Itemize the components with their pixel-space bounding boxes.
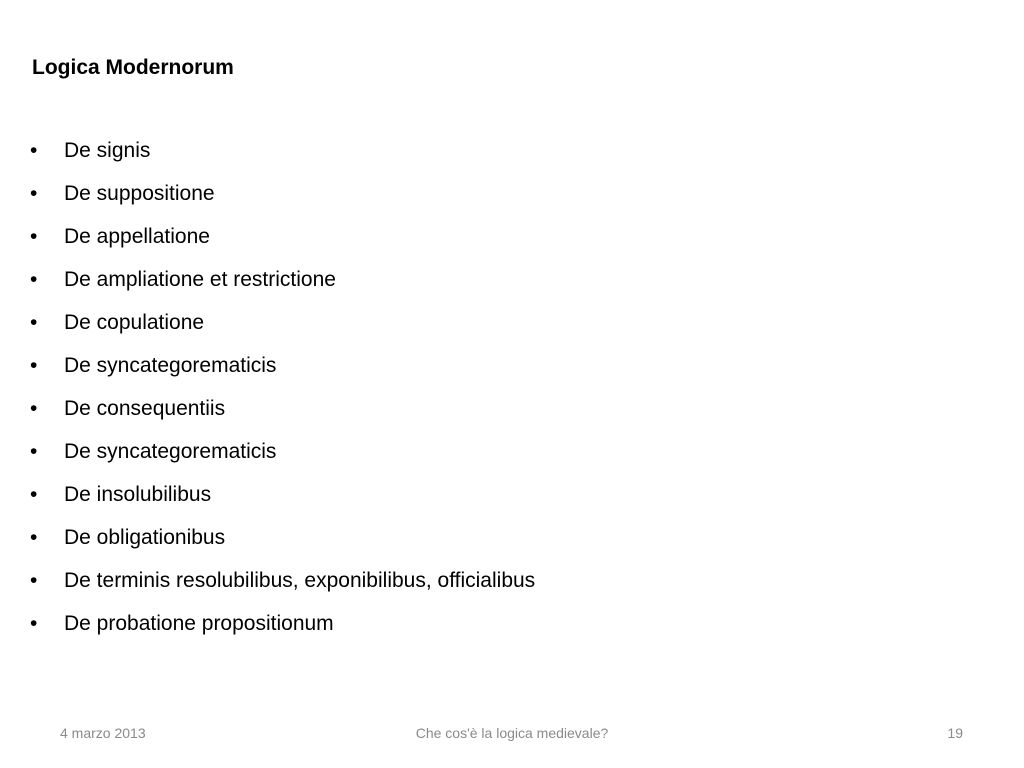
page-number: 19 bbox=[947, 725, 963, 741]
list-item-text: De consequentiis bbox=[64, 397, 226, 420]
bullet-icon: • bbox=[30, 311, 38, 334]
slide-footer bbox=[0, 722, 1024, 744]
list-item-text: De insolubilibus bbox=[64, 483, 212, 506]
bullet-icon: • bbox=[30, 440, 38, 463]
slide-title: Logica Modernorum bbox=[32, 56, 234, 79]
list-item-text: De syncategorematicis bbox=[64, 440, 277, 463]
bullet-icon: • bbox=[30, 225, 38, 248]
list-item-text: De ampliatione et restrictione bbox=[64, 268, 336, 291]
list-item-text: De terminis resolubilibus, exponibilibus, officialibus bbox=[64, 569, 536, 592]
list-item-text: De suppositione bbox=[64, 182, 215, 205]
list-item-text: De obligationibus bbox=[64, 526, 226, 549]
bullet-icon: • bbox=[30, 182, 38, 205]
bullet-icon: • bbox=[30, 526, 38, 549]
bullet-icon: • bbox=[30, 139, 38, 162]
list-item-text: De signis bbox=[64, 139, 151, 162]
bullet-icon: • bbox=[30, 483, 38, 506]
footer-title: Che cos'è la logica medievale? bbox=[415, 725, 609, 741]
list-item-text: De probatione propositionum bbox=[64, 612, 334, 635]
footer-date: 4 marzo 2013 bbox=[60, 725, 146, 741]
bullet-icon: • bbox=[30, 268, 38, 291]
bullet-icon: • bbox=[30, 354, 38, 377]
list-item-text: De appellatione bbox=[64, 225, 210, 248]
bullet-icon: • bbox=[30, 612, 38, 635]
list-item-text: De copulatione bbox=[64, 311, 205, 334]
list-item-text: De syncategorematicis bbox=[64, 354, 277, 377]
bullet-icon: • bbox=[30, 569, 38, 592]
bullet-icon: • bbox=[30, 397, 38, 420]
